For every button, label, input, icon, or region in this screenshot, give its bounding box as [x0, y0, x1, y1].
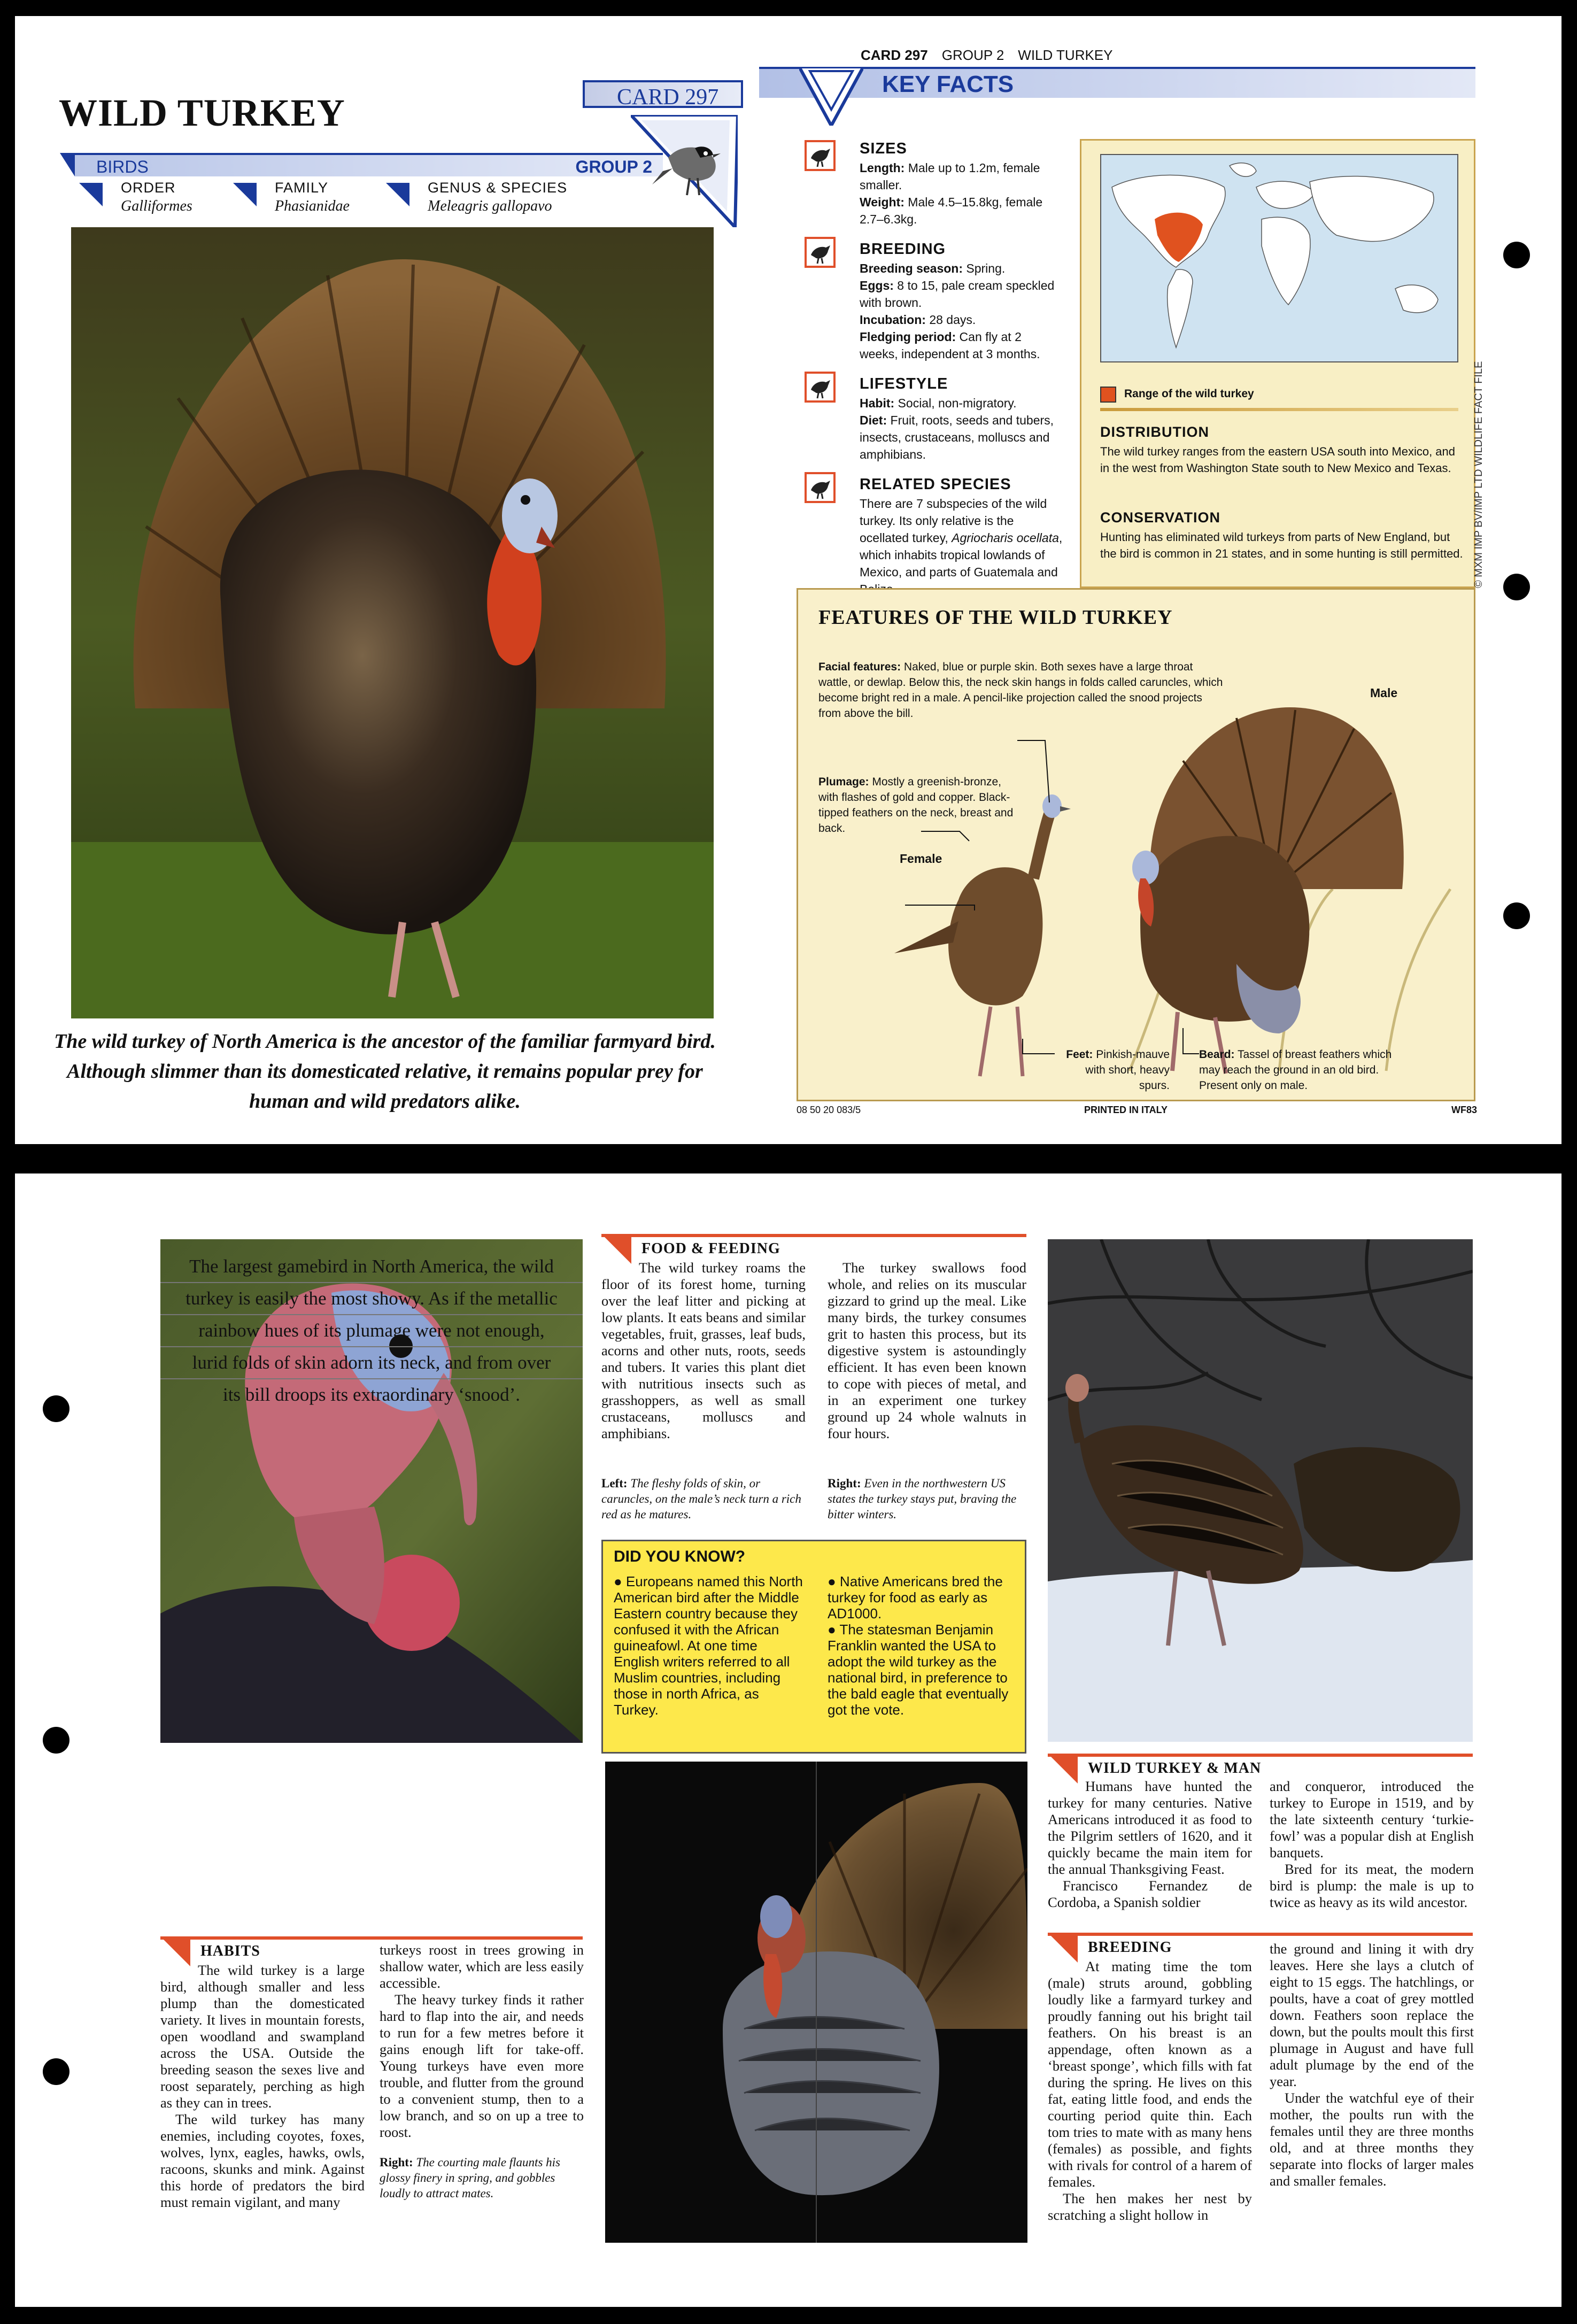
key-facts-title: KEY FACTS	[882, 71, 1014, 97]
intro-line: The largest gamebird in North America, the wild	[160, 1251, 583, 1283]
group-label: GROUP 2	[575, 157, 652, 176]
lifestyle-body: Habit: Social, non-migratory. Diet: Fruit, roots, seeds and tubers, insects, crustaceans, molluscs and amphibians.	[860, 396, 1054, 461]
turkeys-in-snow-photo	[1048, 1239, 1473, 1742]
binder-hole	[1503, 902, 1530, 929]
man-column-1: Humans have hunted the turkey for many centuries. Native Americans introduced it as food to the Pilgrim settlers of 1620, and it quickly became the main item for the annual Thanksgiving Feast. Francisco Fernandez de Cordoba, a Spanish soldier	[1048, 1778, 1252, 1910]
taxonomy-value: Meleagris gallopavo	[428, 198, 552, 214]
binder-hole	[1503, 242, 1530, 268]
bird-silhouette-icon	[805, 140, 836, 171]
main-turkey-photo	[71, 227, 714, 1018]
header-group: GROUP 2	[941, 47, 1004, 63]
intro-line: its bill droops its extraordinary ‘snood’.	[222, 1384, 521, 1405]
male-label: Male	[1370, 686, 1398, 700]
bird-silhouette-icon	[805, 237, 836, 268]
did-you-know-column-1: ● Europeans named this North American bird after the Middle Eastern country because they confused it with the African guineafowl. At one time English writers referred to all Muslim countries, including those in north Africa, as Turkey.	[614, 1573, 803, 1718]
key-facts-triangle	[799, 67, 863, 126]
food-title: FOOD & FEEDING	[641, 1240, 780, 1257]
key-facts-bar	[759, 67, 1475, 98]
key-facts-header	[861, 47, 1127, 64]
features-panel	[797, 588, 1475, 1101]
did-you-know-column-2: ● Native Americans bred the turkey for food as early as AD1000. ● The statesman Benjamin Franklin wanted the USA to adopt the wild turkey as the national bird, in preference to the bald eagle that eventually got the vote.	[828, 1573, 1009, 1718]
taxonomy-key: ORDER	[121, 180, 176, 196]
bird-silhouette-icon	[805, 472, 836, 503]
female-turkey-drawing	[894, 794, 1071, 1076]
breeding-rule	[1048, 1933, 1473, 1936]
bird-silhouette-icon	[805, 372, 836, 403]
intro-paragraph	[160, 1251, 583, 1411]
taxonomy-value: Galliformes	[121, 198, 192, 214]
taxonomy-flag	[233, 183, 257, 206]
man-rule	[1048, 1754, 1473, 1757]
habits-rule	[160, 1936, 583, 1940]
did-you-know-box	[601, 1540, 1026, 1754]
binder-hole	[43, 2058, 69, 2085]
related-species-body: There are 7 subspecies of the wild turkey. Its only relative is the ocellated turkey, Agriocharis ocellata, which inhabits tropical lowlands of Mexico, and parts of Guatemala and	[860, 497, 1063, 579]
taxonomy-key: FAMILY	[275, 180, 329, 196]
beard-note: Beard: Tassel of breast feathers which may reach the ground in an old bird. Present only on male.	[1199, 1048, 1392, 1092]
did-you-know-title: DID YOU KNOW?	[614, 1548, 746, 1565]
copyright-note: © MXM IMP BV/IMP LTD WILDLIFE FACT FILE	[1473, 361, 1485, 588]
category-bar-wedge	[60, 153, 75, 176]
main-photo-caption: The wild turkey of North America is the ancestor of the familiar farmyard bird. Although slimmer than its domesticated relative, it remains popular prey for human and wild predators alike.	[54, 1030, 716, 1113]
habits-column-2: turkeys roost in trees growing in shallow water, which are less easily accessible. The heavy turkey finds it rather hard to flap into the air, and needs to run for a few metres before it gains enough lift for take-off. Young turkeys have even more trouble, and flutter from the ground to a convenient stump, then to a low branch, and so on up a tree to roost.	[380, 1942, 584, 2140]
man-column-2: and conqueror, introduced the turkey to Europe in 1519, and by the late sixteenth century ‘turkie-fowl’ was a popular dish at English banquets. Bred for its meat, the modern bird is plump: the male is up to twice as heavy as its wild ancestor.	[1270, 1778, 1474, 1910]
facial-features-note: Facial features: Naked, blue or purple skin. Both sexes have a large throat wattle, or dewlap. Below this, the neck skin hangs in folds called caruncles, which become bright red in a male. A pencil-like projection called the snood projects from above the bill.	[818, 661, 1223, 720]
taxonomy-value: Phasianidae	[275, 198, 350, 214]
habits-column-1: The wild turkey is a large bird, although smaller and less plump than the domesticated variety. It lives in mountain forests, open woodland and swampland across the USA. Outside the breeding season the sexes live and roost separately, perching as high as they can in trees. The wild turkey has many enemies, including coyotes, foxes, wolves, lynx, eagles, hawks, owls, racoons, skunks and mink. Against this horde of predators the bird must remain vigilant, and many	[160, 1962, 365, 2210]
breeding-title: BREEDING	[860, 241, 946, 258]
category-bar	[75, 153, 663, 176]
card-number: CARD 297	[617, 85, 719, 110]
taxonomy-flag	[79, 183, 103, 206]
intro-line: lurid folds of skin adorn its neck, and from over	[160, 1347, 583, 1379]
footer-ref: WF83	[1451, 1105, 1478, 1115]
footer-code: 08 50 20 083/5	[797, 1105, 861, 1115]
world-range-map	[1100, 154, 1458, 362]
breeding-column-2: the ground and lining it with dry leaves. Here she lays a clutch of eight to 15 eggs. The hatchlings, or poults, have a coat of grey mottled down. Feathers soon replace the down, but the poults moult this first plumage in August and have full adult plumage by the end of the year. Under the watchful eye of their mother, the poults run with the females until they are three months old, and at three months they separate into flocks of larger males and smaller females.	[1270, 1941, 1474, 2189]
male-turkey-drawing	[1132, 707, 1404, 1074]
conservation-text: Hunting has eliminated wild turkeys from parts of New England, but the bird is common in 21 states, and in some hunting is still permitted.	[1100, 530, 1463, 560]
intro-line: turkey is easily the most showy. As if the metallic	[160, 1283, 583, 1315]
card-title: WILD TURKEY	[59, 91, 345, 134]
food-rule	[601, 1234, 1026, 1237]
caption-courting-male: Right: The courting male flaunts his glossy finery in spring, and gobbles loudly to attract mates.	[380, 2156, 560, 2200]
distribution-panel	[1080, 139, 1475, 588]
man-title: WILD TURKEY & MAN	[1088, 1760, 1262, 1777]
food-column-2: The turkey swallows food whole, and relies on its muscular gizzard to grind up the meal. Like many birds, the turkey consumes grit to hasten this process, but its digestive system is astoundingly efficient. It has even been known to cope with pieces of metal, and in an experiment one turkey ground up 24 whole walnuts in four hours.	[828, 1260, 1026, 1441]
binder-hole	[43, 1395, 69, 1422]
lifestyle-title: LIFESTYLE	[860, 375, 948, 392]
feet-note: Feet: Pinkish-mauve with short, heavy spurs.	[1066, 1048, 1170, 1092]
category-label: BIRDS	[96, 157, 149, 176]
range-legend-swatch	[1100, 387, 1116, 403]
breeding-column-1: At mating time the tom (male) struts around, gobbling loudly like a farmyard turkey and proudly fanning out his bright tail feathers. On his breast is an appendage, often known as a ‘breast sponge’, which fills with fat during the spring. He lives on this fat, eating little food, and ends the courting period quite thin. Each tom tries to mate with as many hens (females) as possible, and fights with rivals for control of a harem of females. The hen makes her nest by scratching a slight hollow in	[1048, 1958, 1252, 2223]
bird-group-emblem	[631, 115, 738, 227]
caption-winter: Right: Even in the northwestern US states the turkey stays put, braving the bitter winters.	[828, 1477, 1017, 1521]
breeding-body: Breeding season: Spring. Eggs: 8 to 15, pale cream speckled with brown. Incubation: 28 days. Fledging period: Can fly at 2 weeks, independent at 3 months.	[860, 261, 1055, 361]
breeding-title: BREEDING	[1088, 1939, 1172, 1956]
food-column-1: The wild turkey roams the floor of its forest home, turning over the leaf litter and picking at low plants. It eats beans and similar vegetables, fruit, grasses, leaf buds, acorns and other nuts, roots, seeds and tubers. It varies this plant diet with nutritious insects such as grasshoppers, as well as small crustaceans, molluscs and amphibians.	[601, 1260, 806, 1441]
habits-title: HABITS	[200, 1943, 260, 1959]
binder-hole	[1503, 574, 1530, 600]
header-name: WILD TURKEY	[1018, 47, 1113, 63]
distribution-title: DISTRIBUTION	[1100, 424, 1209, 440]
female-label: Female	[900, 852, 942, 866]
courting-male-photo	[605, 1762, 1027, 2243]
binder-hole	[43, 1727, 69, 1754]
range-legend-label: Range of the wild turkey	[1124, 388, 1254, 400]
header-card-number: CARD 297	[861, 47, 928, 63]
sizes-body: Length: Male up to 1.2m, female smaller. Weight: Male 4.5–15.8kg, female 2.7–6.3kg.	[860, 161, 1043, 226]
taxonomy-key: GENUS & SPECIES	[428, 180, 568, 196]
distribution-text: The wild turkey ranges from the eastern USA south into Mexico, and in the west from Washington State south to New Mexico and Texas.	[1100, 445, 1455, 475]
caption-caruncles: Left: The fleshy folds of skin, or caruncles, on the male’s neck turn a rich red as he matures.	[601, 1477, 801, 1521]
legend-divider	[1100, 408, 1458, 411]
features-title: FEATURES OF THE WILD TURKEY	[818, 606, 1173, 629]
sizes-title: SIZES	[860, 140, 907, 157]
related-species-title: RELATED SPECIES	[860, 476, 1011, 493]
intro-line: rainbow hues of its plumage were not enough,	[160, 1315, 583, 1347]
plumage-note: Plumage: Mostly a greenish-bronze, with flashes of gold and copper. Black-tipped feathers on the neck, breast and back.	[818, 776, 1014, 835]
card-number-tab	[583, 80, 743, 108]
taxonomy-flag	[386, 183, 409, 206]
footer-printed: PRINTED IN ITALY	[1084, 1105, 1168, 1115]
conservation-title: CONSERVATION	[1100, 509, 1221, 526]
